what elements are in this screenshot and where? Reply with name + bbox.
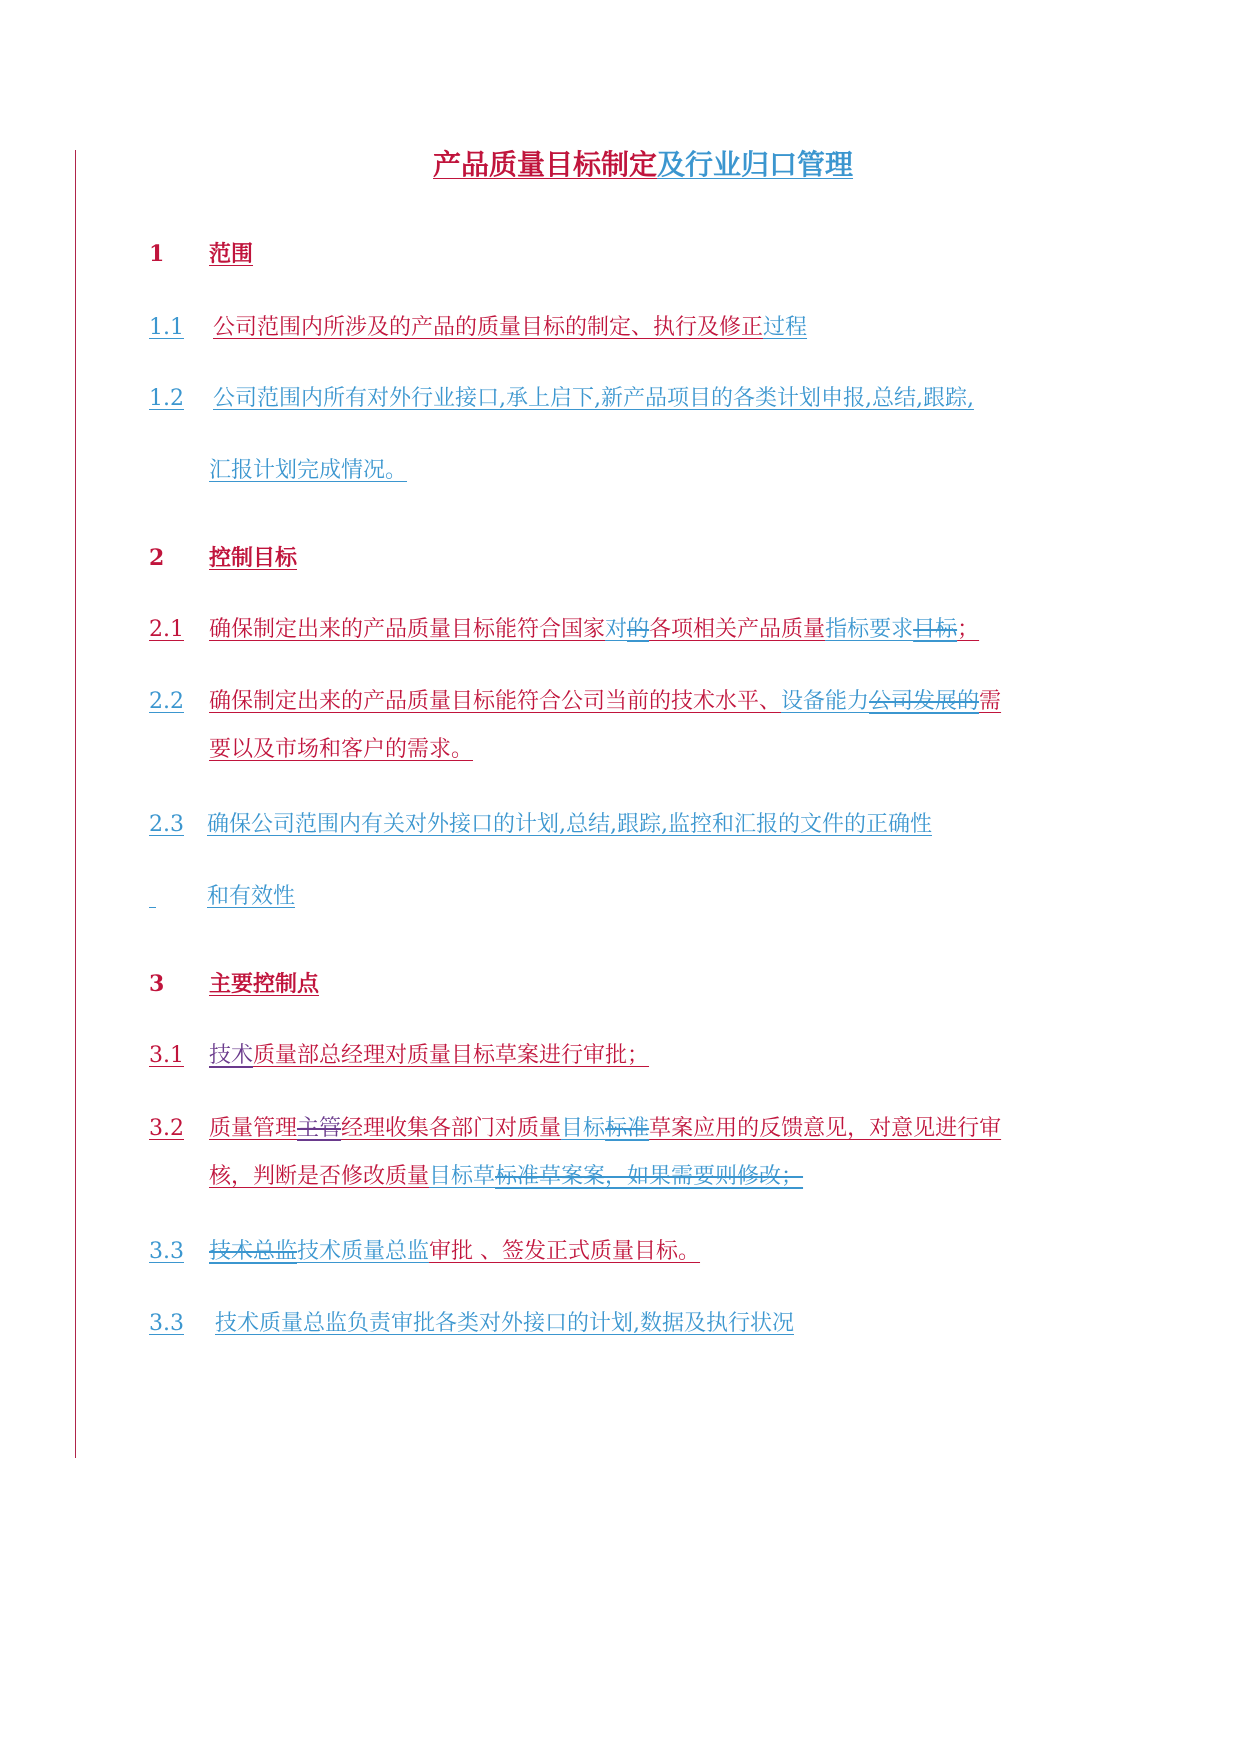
- section-number: 3: [149, 971, 165, 997]
- clause-text: 审批 、签发正式质量目标。: [429, 1239, 701, 1264]
- clause-number: 3.2: [149, 1116, 184, 1141]
- section-2-heading: [149, 544, 297, 572]
- title-part-2: 及行业归口管理: [657, 148, 854, 181]
- clause-3-1: [149, 1042, 649, 1070]
- clause-text: 和有效性: [207, 884, 296, 909]
- clause-text: 确保制定出来的产品质量目标能符合国家: [209, 617, 606, 642]
- clause-text: 确保制定出来的产品质量目标能符合公司当前的技术水平、: [209, 689, 782, 714]
- clause-text: 确保公司范围内有关对外接口的计划,总结,跟踪,监控和汇报的文件的正确性: [207, 812, 932, 837]
- title-part-1: 产品质量目标制定: [433, 148, 658, 181]
- inserted-text: 目标: [561, 1116, 606, 1141]
- deleted-text: 标准草案案，如果需要则修改；: [495, 1164, 804, 1189]
- clause-text: 公司范围内所涉及的产品的质量目标的制定、执行及修正: [213, 315, 764, 340]
- clause-text: 核，判断是否修改质量: [209, 1164, 430, 1189]
- clause-number: 2.1: [149, 617, 184, 642]
- clause-text: ；: [957, 617, 980, 642]
- clause-number: 3.1: [149, 1043, 184, 1068]
- clause-number: 1.1: [149, 315, 184, 340]
- inserted-text: 对: [605, 617, 628, 642]
- clause-2-2-line2: [209, 736, 473, 764]
- clause-1-1: [149, 314, 807, 342]
- section-1-heading: [149, 240, 253, 268]
- clause-text: 技术质量总监负责审批各类对外接口的计划,数据及执行状况: [215, 1311, 794, 1336]
- deleted-text: 的: [627, 617, 650, 642]
- clause-3-2: [149, 1115, 1001, 1143]
- clause-2-3-line2: [149, 883, 295, 911]
- clause-2-1: [149, 616, 979, 644]
- section-title: 主要控制点: [209, 971, 320, 997]
- section-number: 1: [149, 241, 165, 267]
- clause-text: 汇报计划完成情况。: [209, 458, 408, 483]
- clause-text: 需: [979, 689, 1002, 714]
- clause-text: 草案应用的反馈意见，对意见进行审: [649, 1116, 1002, 1141]
- inserted-text: 目标草: [429, 1164, 496, 1189]
- clause-3-4: [149, 1310, 794, 1338]
- indent-underline: [149, 883, 207, 911]
- inserted-text: 指标要求: [825, 617, 914, 642]
- revision-bar: [75, 150, 76, 1458]
- clause-1-2: [149, 385, 974, 413]
- deleted-text: 目标: [913, 617, 958, 642]
- clause-number: 2.3: [149, 812, 184, 837]
- clause-number: 3.3: [149, 1311, 184, 1336]
- clause-number: 2.2: [149, 689, 184, 714]
- deleted-text: 技术总监: [209, 1239, 298, 1264]
- clause-3-2-line2: [209, 1163, 803, 1191]
- section-title: 范围: [209, 241, 254, 267]
- clause-text: 经理收集各部门对质量: [341, 1116, 562, 1141]
- section-title: 控制目标: [209, 545, 298, 571]
- inserted-text: 技术: [209, 1043, 254, 1068]
- deleted-text: 公司发展的: [869, 689, 980, 714]
- page-title: [433, 148, 853, 182]
- clause-number: 1.2: [149, 386, 184, 411]
- clause-1-2-line2: [209, 457, 407, 485]
- clause-text-insert: 过程: [763, 315, 808, 340]
- inserted-text: 设备能力: [781, 689, 870, 714]
- section-number: 2: [149, 545, 165, 571]
- clause-2-3: [149, 811, 932, 839]
- clause-text: 质量部总经理对质量目标草案进行审批；: [253, 1043, 650, 1068]
- clause-text: 各项相关产品质量: [649, 617, 826, 642]
- clause-text: 质量管理: [209, 1116, 298, 1141]
- clause-text: 公司范围内所有对外行业接口,承上启下,新产品项目的各类计划申报,总结,跟踪,: [213, 386, 974, 411]
- clause-3-3: [149, 1238, 700, 1266]
- clause-2-2: [149, 688, 1001, 716]
- clause-number: 3.3: [149, 1239, 184, 1264]
- deleted-text: 主管: [297, 1116, 342, 1141]
- section-3-heading: [149, 970, 319, 998]
- inserted-text: 技术质量总监: [297, 1239, 430, 1264]
- deleted-text: 标准: [605, 1116, 650, 1141]
- clause-text: 要以及市场和客户的需求。: [209, 737, 474, 762]
